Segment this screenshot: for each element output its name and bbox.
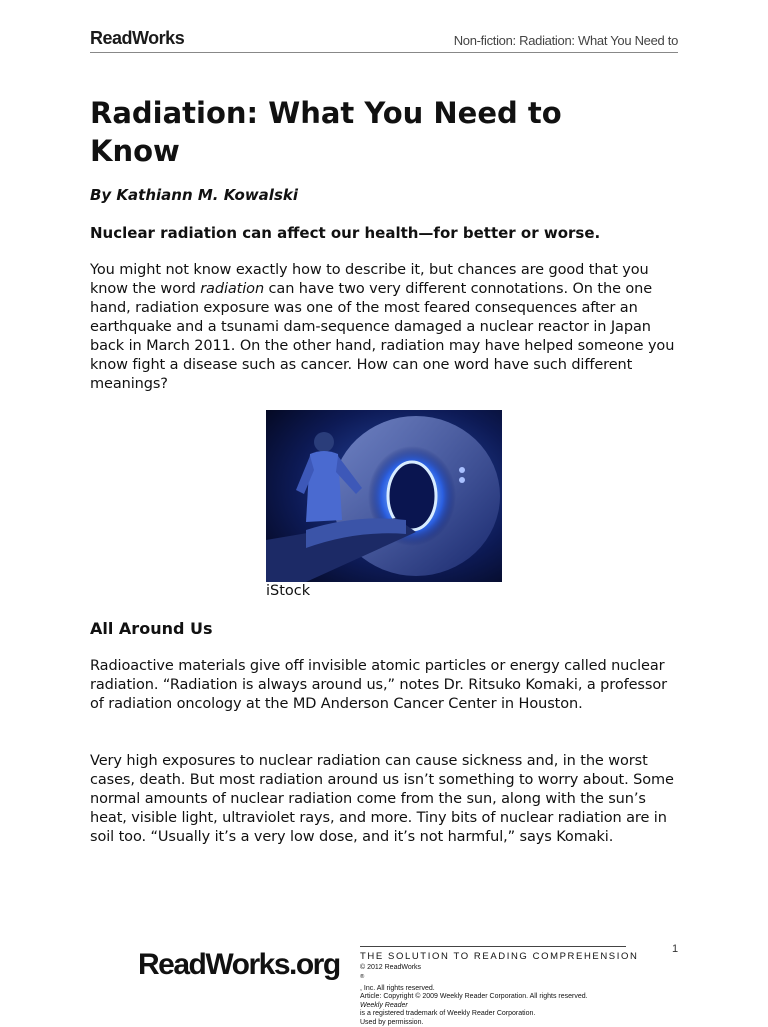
paragraph-radioactive-materials: Radioactive materials give off invisible atomic particles or energy called nuclear radiation. “Radiation is always around us,” notes Dr. Ritsuko Komaki, a professor of radiation oncology at the MD Anderson Cancer Center in Houston. — [90, 658, 667, 712]
article-title: Radiation: What You Need to Know — [90, 96, 562, 168]
mri-scanner-photo — [266, 410, 502, 582]
header-rule — [90, 52, 678, 53]
trademark-line — [360, 1002, 660, 1019]
paragraph-intro — [90, 261, 682, 394]
footer-legal — [360, 964, 660, 1027]
section-heading: All Around Us — [90, 619, 213, 638]
footer-logo: ReadWorks.org — [138, 948, 340, 981]
byline: By Kathiann M. Kowalski — [90, 186, 298, 204]
paragraph-intro-part1: You might not know exactly how to describe it, but chances are good that you know the word — [90, 262, 649, 297]
trademark-name: Weekly Reader — [360, 1001, 408, 1009]
mri-scanner-illustration — [266, 410, 502, 582]
article-copyright-line: Article: Copyright © 2009 Weekly Reader Corporation. All rights reserved. — [360, 993, 588, 1001]
page-number: 1 — [672, 943, 679, 955]
permission-line: Used by permission. — [360, 1018, 424, 1026]
header-logo: ReadWorks — [90, 28, 185, 48]
running-title: Non-fiction: Radiation: What You Need to — [453, 33, 678, 48]
copyright-line — [360, 964, 660, 993]
paragraph-exposures: Very high exposures to nuclear radiation can cause sickness and, in the worst cases, death. But most radiation around us isn’t something to worry about. Some normal amounts of nuclear radiation come from the sun, along with the sun’s heat, visible light, ultraviolet rays, and more. Tiny bits of nuclear radiation are in soil too. “Usually it’s a very low dose, and it’s not harmful,” says Komaki. — [90, 753, 674, 845]
footer-rule — [360, 946, 626, 947]
paragraph-intro-part2: can have two very different connotations. On the one hand, radiation exposure was one of the most feared consequences after an earthquake and a tsunami dam-sequence damaged a nuclear reactor in Japan back in March 2011. On the other hand, radiation may have helped someone you know fight a disease such as cancer. How can one word have such different meanings? — [90, 281, 675, 392]
lead-sentence: Nuclear radiation can affect our health—for better or worse. — [90, 224, 601, 242]
registered-mark: ® — [360, 973, 365, 980]
image-caption: iStock — [266, 583, 311, 599]
footer-tagline: THE SOLUTION TO READING COMPREHENSION — [360, 951, 639, 962]
trademark-rest: is a registered trademark of Weekly Reader Corporation. — [360, 1010, 536, 1018]
copyright-post: , Inc. All rights reserved. — [360, 984, 435, 992]
copyright-pre: © 2012 ReadWorks — [360, 964, 422, 971]
emphasized-word: radiation — [200, 281, 265, 297]
